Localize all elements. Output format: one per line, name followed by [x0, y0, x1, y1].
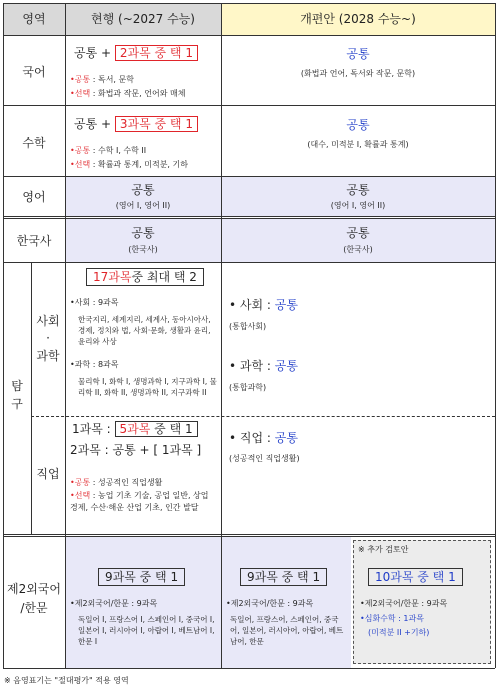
job-common-desc: : 성공적인 직업생활 — [92, 478, 163, 487]
extra-math-sub: (미적분 II +기하) — [368, 628, 430, 637]
choice-tag: •선택 — [70, 160, 91, 169]
korean-label: 국어 — [22, 65, 46, 79]
extra-math-line — [360, 613, 424, 625]
korean-current-choice-box: 2과목 중 택 1 — [115, 45, 198, 61]
job-common-line — [70, 477, 162, 489]
job-line1-b: 중 택 1 — [154, 422, 193, 436]
common-tag: •공통 — [70, 478, 91, 487]
korean-current-common: 공통 + — [74, 46, 112, 60]
footnote: ※ 음영표기는 "절대평가" 적용 영역 — [4, 676, 129, 685]
social-label-dot: · — [46, 331, 50, 345]
english-current-title: 공통 — [131, 183, 155, 197]
korean-current-formula — [74, 45, 198, 61]
history-current-title: 공통 — [131, 226, 155, 240]
math-label: 수학 — [22, 136, 46, 150]
inquiry-current-box-rest: 중 최대 택 2 — [131, 270, 197, 284]
math-new-desc: (대수, 미적분 I, 확률과 통계) — [307, 140, 409, 149]
korean-current-choice-desc: : 화법과 작문, 언어와 매체 — [92, 89, 186, 98]
new-science-desc: (통합과학) — [229, 383, 267, 392]
new-social-label: • 사회 : — [229, 298, 271, 312]
math-current-common-desc: : 수학 I, 수학 II — [92, 146, 147, 155]
extra-head: •제2외국어/한문 : 9과목 — [360, 599, 448, 608]
job-label: 직업 — [36, 467, 60, 481]
inquiry-current-box — [86, 268, 204, 286]
foreign-label-1: 제2외국어 — [6, 582, 61, 596]
job-line2: 2과목 : 공통 + [ 1과목 ] — [70, 443, 202, 457]
english-label: 영어 — [22, 190, 46, 204]
english-current-desc: (영어 I, 영어 II) — [115, 201, 171, 210]
math-current-choice-desc: : 확률과 통계, 미적분, 기하 — [92, 160, 188, 169]
new-science-line — [229, 358, 298, 374]
math-new-title: 공통 — [346, 118, 370, 132]
foreign-new-list: 독일어, 프랑스어, 스페인어, 중국어, 일본어, 러시아어, 아랍어, 베트남어, 한문 — [230, 615, 344, 646]
extra-math-tag: •심화수학 — [360, 614, 396, 623]
math-current-choice-line — [70, 159, 188, 171]
social-head: •사회 : 9과목 — [70, 298, 119, 307]
history-new-title: 공통 — [346, 226, 370, 240]
foreign-current-head: •제2외국어/한문 : 9과목 — [70, 599, 158, 608]
extra-box-text: 10과목 중 택 1 — [375, 570, 456, 584]
new-job-value: 공통 — [274, 431, 298, 445]
choice-tag: •선택 — [70, 491, 91, 500]
job-choice-line — [70, 490, 218, 514]
foreign-new-box: 9과목 중 택 1 — [240, 568, 327, 586]
new-job-line — [229, 430, 298, 446]
job-line1-a: 1과목 : — [72, 422, 111, 436]
extra-box — [368, 568, 463, 586]
job-line1-red: 5과목 — [119, 422, 151, 436]
science-head: •과학 : 8과목 — [70, 360, 119, 369]
extra-math-desc: : 1과목 — [398, 614, 424, 623]
korean-current-common-line — [70, 74, 134, 86]
social-list: 한국지리, 세계지리, 세계사, 동아시아사, 경제, 정치와 법, 사회·문화, 생활과 윤리, 윤리와 사상 — [78, 315, 211, 346]
new-job-desc: (성공적인 직업생활) — [229, 454, 300, 463]
common-tag: •공통 — [70, 75, 91, 84]
header-area: 영역 — [22, 12, 46, 26]
foreign-current-list: 독일어 I, 프랑스어 I, 스페인어 I, 중국어 I, 일본어 I, 러시아어 I, 아랍어 I, 베트남어 I, 한문 I — [78, 615, 215, 646]
new-social-desc: (통합사회) — [229, 322, 267, 331]
new-science-label: • 과학 : — [229, 359, 271, 373]
history-label: 한국사 — [16, 234, 52, 248]
new-science-value: 공통 — [274, 359, 298, 373]
english-new-title: 공통 — [346, 183, 370, 197]
inquiry-label-top: 탐 — [11, 379, 23, 393]
job-line1 — [72, 421, 198, 437]
science-label: 과학 — [36, 349, 60, 363]
history-new-desc: (한국사) — [343, 245, 373, 254]
korean-new-title: 공통 — [346, 47, 370, 61]
foreign-new-head: •제2외국어/한문 : 9과목 — [226, 599, 314, 608]
foreign-current-box: 9과목 중 택 1 — [98, 568, 185, 586]
job-choice-desc: : 농업 기초 기술, 공업 일반, 상업 경제, 수산·해운 산업 기초, 인간 발달 — [70, 491, 209, 512]
choice-tag: •선택 — [70, 89, 91, 98]
math-current-common-line — [70, 145, 146, 157]
science-list: 물리학 I, 화학 I, 생명과학 I, 지구과학 I, 물리학 II, 화학 II, 생명과학 II, 지구과학 II — [78, 377, 217, 397]
korean-new-desc: (화법과 언어, 독서와 작문, 문학) — [300, 69, 416, 78]
header-current: 현행 (~2027 수능) — [91, 12, 195, 26]
new-social-value: 공통 — [274, 298, 298, 312]
korean-current-choice-line — [70, 88, 185, 100]
foreign-label-2: /한문 — [20, 601, 48, 615]
inquiry-label-bottom: 구 — [11, 397, 23, 411]
english-new-desc: (영어 I, 영어 II) — [330, 201, 386, 210]
inquiry-current-box-count: 17과목 — [93, 270, 132, 284]
math-current-choice-box: 3과목 중 택 1 — [115, 116, 198, 132]
common-tag: •공통 — [70, 146, 91, 155]
social-label: 사회 — [36, 314, 60, 328]
math-current-common: 공통 + — [74, 117, 112, 131]
math-current-formula — [74, 116, 198, 132]
job-line1-box — [115, 421, 198, 437]
header-reform: 개편안 (2028 수능~) — [300, 12, 416, 26]
history-current-desc: (한국사) — [128, 245, 158, 254]
new-job-label: • 직업 : — [229, 431, 271, 445]
extra-title: ※ 추가 검토안 — [358, 545, 409, 554]
korean-current-common-desc: : 독서, 문학 — [92, 75, 134, 84]
new-social-line — [229, 297, 298, 313]
